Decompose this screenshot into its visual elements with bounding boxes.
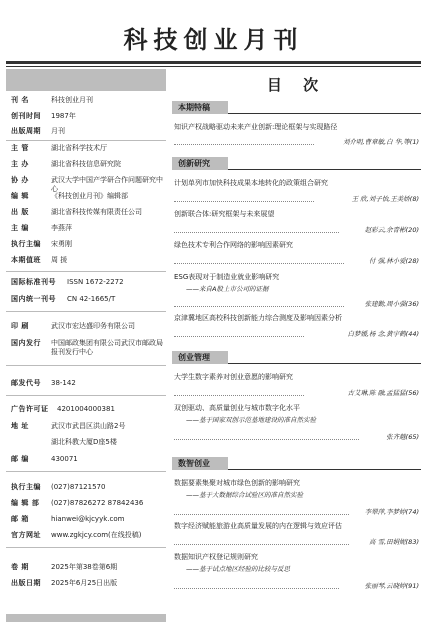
info-key: 主 编 xyxy=(11,224,29,232)
article-authors-page: 张建勤,周小强(36) xyxy=(364,300,419,308)
info-value: 4201004000381 xyxy=(57,405,115,413)
info-value: 38-142 xyxy=(51,379,76,387)
header-rule-thick xyxy=(6,61,421,64)
info-value: 武汉市宏达盛印务有限公司 xyxy=(51,322,135,330)
info-value: 湖北科教大厦D座5楼 xyxy=(51,438,117,446)
info-value: 2025年6月25日出版 xyxy=(51,579,118,587)
section-header-management: 创业管理 xyxy=(172,351,228,364)
info-value: 武汉大学中国产学研合作问题研究中心 xyxy=(51,176,163,193)
info-key: 编 辑 部 xyxy=(11,499,40,507)
leader-dots xyxy=(174,144,314,145)
article-authors-page: 赵彩云,余青彬(20) xyxy=(364,226,419,234)
article-subtitle: ——基于大数据综合试验区的准自然实验 xyxy=(186,491,303,499)
info-divider xyxy=(6,365,166,366)
info-key: 出版日期 xyxy=(11,579,41,587)
info-value: CN 42-1665/T xyxy=(67,295,116,303)
article-title[interactable]: 计划单列市加快科技成果本地转化的政策组合研究 xyxy=(174,179,328,187)
publication-info-panel xyxy=(6,69,166,626)
info-divider xyxy=(6,471,166,472)
leader-dots xyxy=(174,201,314,202)
article-title[interactable]: 知识产权战略驱动未来产业创新:理论框架与实现路径 xyxy=(174,123,338,131)
table-of-contents xyxy=(172,69,421,626)
section-rule xyxy=(228,169,421,170)
leader-dots xyxy=(174,588,339,589)
info-divider xyxy=(6,395,166,396)
info-panel-bottom-band xyxy=(6,614,166,622)
article-title[interactable]: 创新联合体:研究框架与未来展望 xyxy=(174,210,275,218)
info-key: 邮 箱 xyxy=(11,515,29,523)
info-value: 周 援 xyxy=(51,256,68,264)
section-rule xyxy=(228,469,421,470)
info-key: 执行主编 xyxy=(11,483,41,491)
leader-dots xyxy=(174,336,304,337)
info-key: 创刊时间 xyxy=(11,112,41,120)
leader-dots xyxy=(174,232,339,233)
article-title[interactable]: 大学生数字素养对创业意愿的影响研究 xyxy=(174,373,293,381)
info-value: 科技创业月刊 xyxy=(51,96,93,104)
info-value: 武汉市武昌区洪山路2号 xyxy=(51,422,126,430)
info-value: 《科技创业月刊》编辑部 xyxy=(51,192,128,200)
info-key: 国内发行 xyxy=(11,339,41,347)
info-value: 湖北省科技传媒有限责任公司 xyxy=(51,208,142,216)
info-key: 卷 期 xyxy=(11,563,29,571)
section-header-featured: 本期特稿 xyxy=(172,101,228,114)
article-title[interactable]: ESG表现对于制造业就业影响研究 xyxy=(174,273,280,281)
info-divider xyxy=(6,311,166,312)
info-key: 执行主编 xyxy=(11,240,41,248)
article-title[interactable]: 数据知识产权登记规则研究 xyxy=(174,553,258,561)
info-value: 430071 xyxy=(51,455,78,463)
info-value: 月刊 xyxy=(51,127,65,135)
info-value: (027)87121570 xyxy=(51,483,106,491)
info-key: 出版周期 xyxy=(11,127,41,135)
info-key: 地 址 xyxy=(11,422,29,430)
info-key: 出 版 xyxy=(11,208,29,216)
article-authors-page: 李翠萍,李梦婷(74) xyxy=(364,508,419,516)
leader-dots xyxy=(174,306,344,307)
email-address[interactable]: hianwei@kjcyyk.com xyxy=(51,515,125,523)
article-authors-page: 张丽琴,云晓婷(91) xyxy=(364,582,419,590)
article-authors-page: 张齐越(65) xyxy=(386,433,419,441)
section-header-digital: 数智创业 xyxy=(172,457,228,470)
section-rule xyxy=(228,363,421,364)
info-key: 刊 名 xyxy=(11,96,29,104)
info-divider xyxy=(6,140,166,141)
article-title[interactable]: 绿色技术专利合作网络的影响因素研究 xyxy=(174,241,293,249)
article-title[interactable]: 数据要素集聚对城市绿色创新的影响研究 xyxy=(174,479,300,487)
article-subtitle: ——基于试点地区经验的比较与反思 xyxy=(186,565,290,573)
info-value: (027)87826272 87842436 xyxy=(51,499,144,507)
info-divider xyxy=(6,271,166,272)
article-subtitle: ——基于国家双创示范基地建设的准自然实验 xyxy=(186,416,316,424)
info-key: 编 辑 xyxy=(11,192,29,200)
leader-dots xyxy=(174,514,349,515)
header xyxy=(0,0,427,58)
info-value: 湖北省科技信息研究院 xyxy=(51,160,121,168)
info-key: 邮发代号 xyxy=(11,379,41,387)
leader-dots xyxy=(174,395,304,396)
article-authors-page: 古艾琳,陈 融,孟猛猛(56) xyxy=(347,389,419,397)
info-key: 协 办 xyxy=(11,176,29,184)
article-authors-page: 王 欣,刘子怡,王美娇(8) xyxy=(351,195,419,203)
article-authors-page: 高 雪,田娟妮(83) xyxy=(369,538,419,546)
article-title[interactable]: 京津冀地区高校科技创新能力综合测度及影响因素分析 xyxy=(174,314,342,322)
section-rule xyxy=(228,113,421,114)
info-key: 国内统一刊号 xyxy=(11,295,56,303)
info-key: 印 刷 xyxy=(11,322,29,330)
info-key: 本期值班 xyxy=(11,256,41,264)
article-title[interactable]: 数字经济赋能旅游业高质量发展的内在逻辑与效应评估 xyxy=(174,522,342,530)
article-subtitle: ——来自A股上市公司的证据 xyxy=(186,285,269,293)
section-header-innovation: 创新研究 xyxy=(172,157,228,170)
toc-title: 目 次 xyxy=(266,76,327,94)
info-value: 宋勇刚 xyxy=(51,240,72,248)
leader-dots xyxy=(174,544,349,545)
article-authors-page: 刘介明,曹章敏,白 华,等(1) xyxy=(343,138,419,146)
info-key: 邮 编 xyxy=(11,455,29,463)
info-value: 1987年 xyxy=(51,112,76,120)
info-divider xyxy=(6,547,166,548)
info-key: 官方网址 xyxy=(11,531,41,539)
article-title[interactable]: 双创驱动、高质量创业与城市数字化水平 xyxy=(174,404,300,412)
website-link[interactable]: www.zgkjcy.com(在线投稿) xyxy=(51,531,142,539)
leader-dots xyxy=(174,263,344,264)
info-value: 湖北省科学技术厅 xyxy=(51,144,107,152)
header-rule-thin xyxy=(6,66,421,67)
article-authors-page: 白梦媛,杨 念,黄宇鹤(44) xyxy=(347,330,419,338)
info-panel-top-band xyxy=(6,69,166,91)
journal-title: 科技创业月刊 xyxy=(123,25,304,54)
article-authors-page: 付 强,林小爱(28) xyxy=(369,257,419,265)
info-value: 中国邮政集团有限公司武汉市邮政局报刊发行中心 xyxy=(51,339,163,356)
leader-dots xyxy=(174,439,359,440)
info-key: 主 管 xyxy=(11,144,29,152)
info-key: 主 办 xyxy=(11,160,29,168)
info-value: 2025年第38卷第6期 xyxy=(51,563,118,571)
info-key: 国际标准刊号 xyxy=(11,278,56,286)
info-value: ISSN 1672-2272 xyxy=(67,278,124,286)
info-key: 广告许可证 xyxy=(11,405,49,413)
info-value: 李燕萍 xyxy=(51,224,72,232)
